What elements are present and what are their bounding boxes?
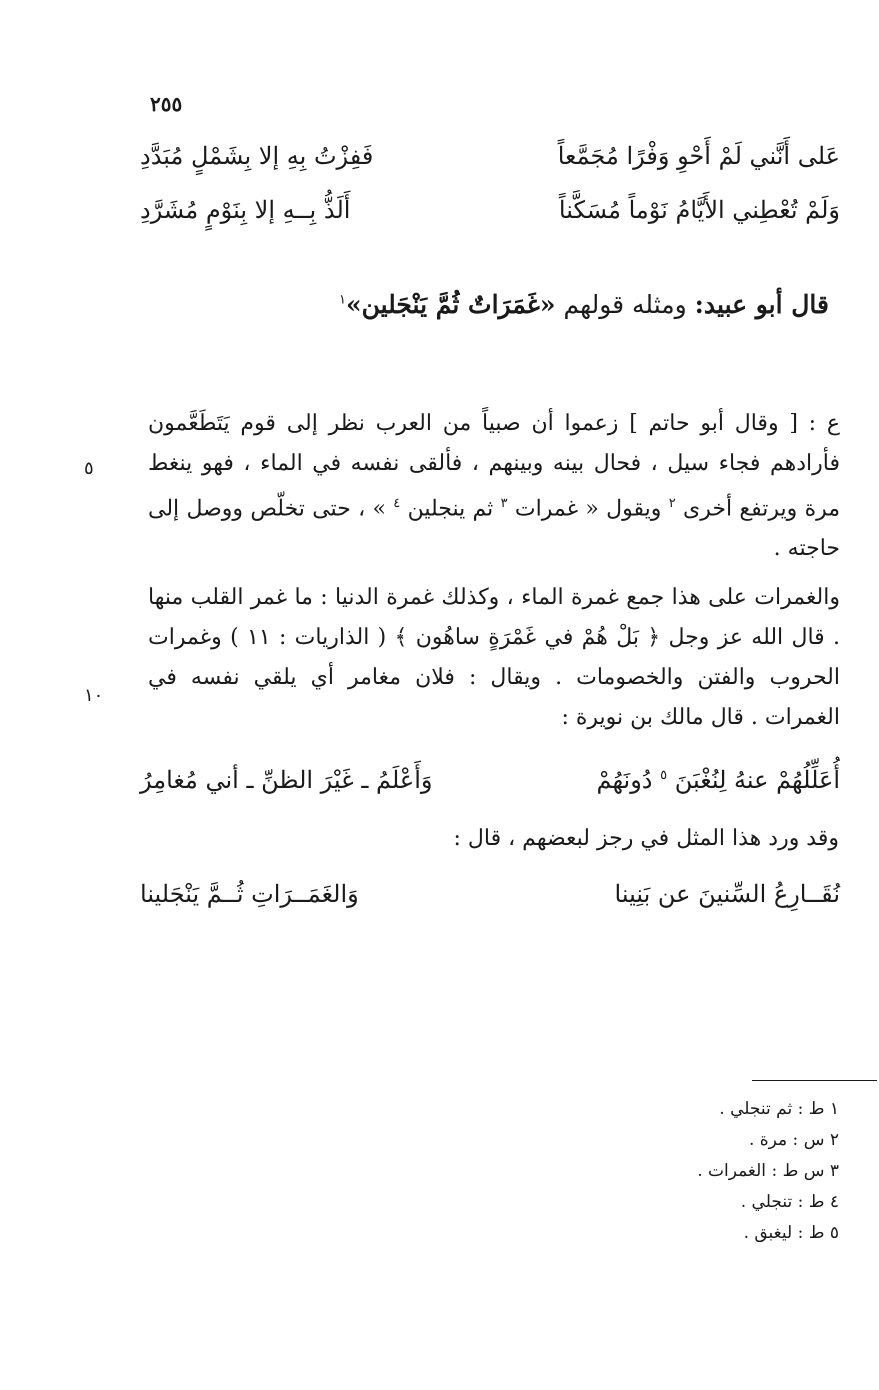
paragraph-1-part-3: ثم ينجلين <box>407 496 494 522</box>
heading-proverb: «غَمَرَاتٌ ثُمَّ يَنْجَلين» <box>345 290 556 319</box>
footnote-3: ٣ س ط : الغمرات . <box>697 1161 839 1181</box>
paragraph-1-part-2: ويقول « غمرات <box>514 496 662 522</box>
verse-rajaz <box>140 880 840 924</box>
rajaz-intro: وقد ورد هذا المثل في رجز لبعضهم ، قال : <box>453 826 839 851</box>
verse-line-2 <box>140 196 840 240</box>
footnote-mark-1: ١ <box>338 292 346 308</box>
heading-text: ومثله قولهم <box>563 290 687 319</box>
page-number: ٢٥٥ <box>150 92 183 116</box>
verse-1-second-hemistich: فَفِزْتُ بِهِ إلا بِشَمْلٍ مُبَدَّدِ <box>140 142 374 170</box>
paragraph-1-part-4: » ، حتى تخلّص ووصل إلى حاجته . <box>148 496 840 562</box>
footnotes <box>697 1094 839 1249</box>
verse-rajaz-first-hemistich: نُقَــارِعُ السِّنينَ عن بَنِينا <box>614 880 840 908</box>
verse-malik-first-hemistich <box>596 766 840 794</box>
footnote-1: ١ ط : ثم تنجلي . <box>719 1099 839 1119</box>
footnote-mark-4: ٤ <box>393 496 401 511</box>
footnote-mark-3: ٣ <box>500 496 508 511</box>
footnote-4: ٤ ط : تنجلي . <box>740 1192 839 1212</box>
footnote-5: ٥ ط : ليغبق . <box>743 1223 839 1243</box>
footnote-mark-5: ٥ <box>660 768 668 783</box>
paragraph-1-part-1: ع : [ وقال أبو حاتم ] زعموا أن صبياً من العرب نظر إلى قوم يَتَطَعَّمون فأرادهم فجاء سيل ، فحال بينه وبينهم ، فألقى نفسه في الماء ، فهو ينغط مرة ويرتفع أخرى <box>148 411 841 522</box>
verse-malik-second-hemistich: وَأَعْلَمُ ـ غَيْرَ الظنِّ ـ أني مُغامِرُ <box>140 766 433 794</box>
verse-malik <box>140 766 840 810</box>
line-number-5: ٥ <box>84 458 94 479</box>
proverb-heading <box>229 290 829 319</box>
verse-1-first-hemistich: عَلى أَنَّني لَمْ أَحْوِ وَفْرًا مُجَمَّعاً <box>557 142 840 170</box>
paragraph-explanation <box>148 578 840 738</box>
paragraph-story <box>148 404 840 569</box>
verse-2-second-hemistich: أَلَذُّ بِــهِ إلا بِنَوْمٍ مُشَرَّدِ <box>140 196 351 224</box>
verse-2-first-hemistich: وَلَمْ تُعْطِني الأَيَّامُ نَوْماً مُسَكَّناً <box>558 196 840 224</box>
line-number-10: ١٠ <box>84 685 104 706</box>
paragraph-2-text: والغمرات على هذا جمع غمرة الماء ، وكذلك غمرة الدنيا : ما غمر القلب منها . قال الله عز وجل ﴿ بَلْ هُمْ في غَمْرَةٍ ساهُون ﴾ ( الذاريات : ١١ ) وغمرات الحروب والفتن والخصومات . ويقال : فلان مغامر أي يلقي نفسه في الغمرات . قال مالك بن نويرة : <box>148 585 840 730</box>
verse-malik-right-end: دُونَهُمْ <box>596 766 653 794</box>
footnote-divider <box>752 1080 877 1081</box>
verse-malik-right-text: أُعَلِّلُهُمْ عنهُ لِنُغْبَنَ <box>674 766 840 794</box>
heading-speaker: قال أبو عبيد: <box>694 290 829 319</box>
footnote-mark-2: ٢ <box>668 496 676 511</box>
footnote-2: ٢ س : مرة . <box>748 1130 839 1150</box>
verse-rajaz-second-hemistich: وَالغَمَــرَاتِ ثُــمَّ يَنْجَلينا <box>140 880 359 908</box>
verse-line-1 <box>140 142 840 186</box>
